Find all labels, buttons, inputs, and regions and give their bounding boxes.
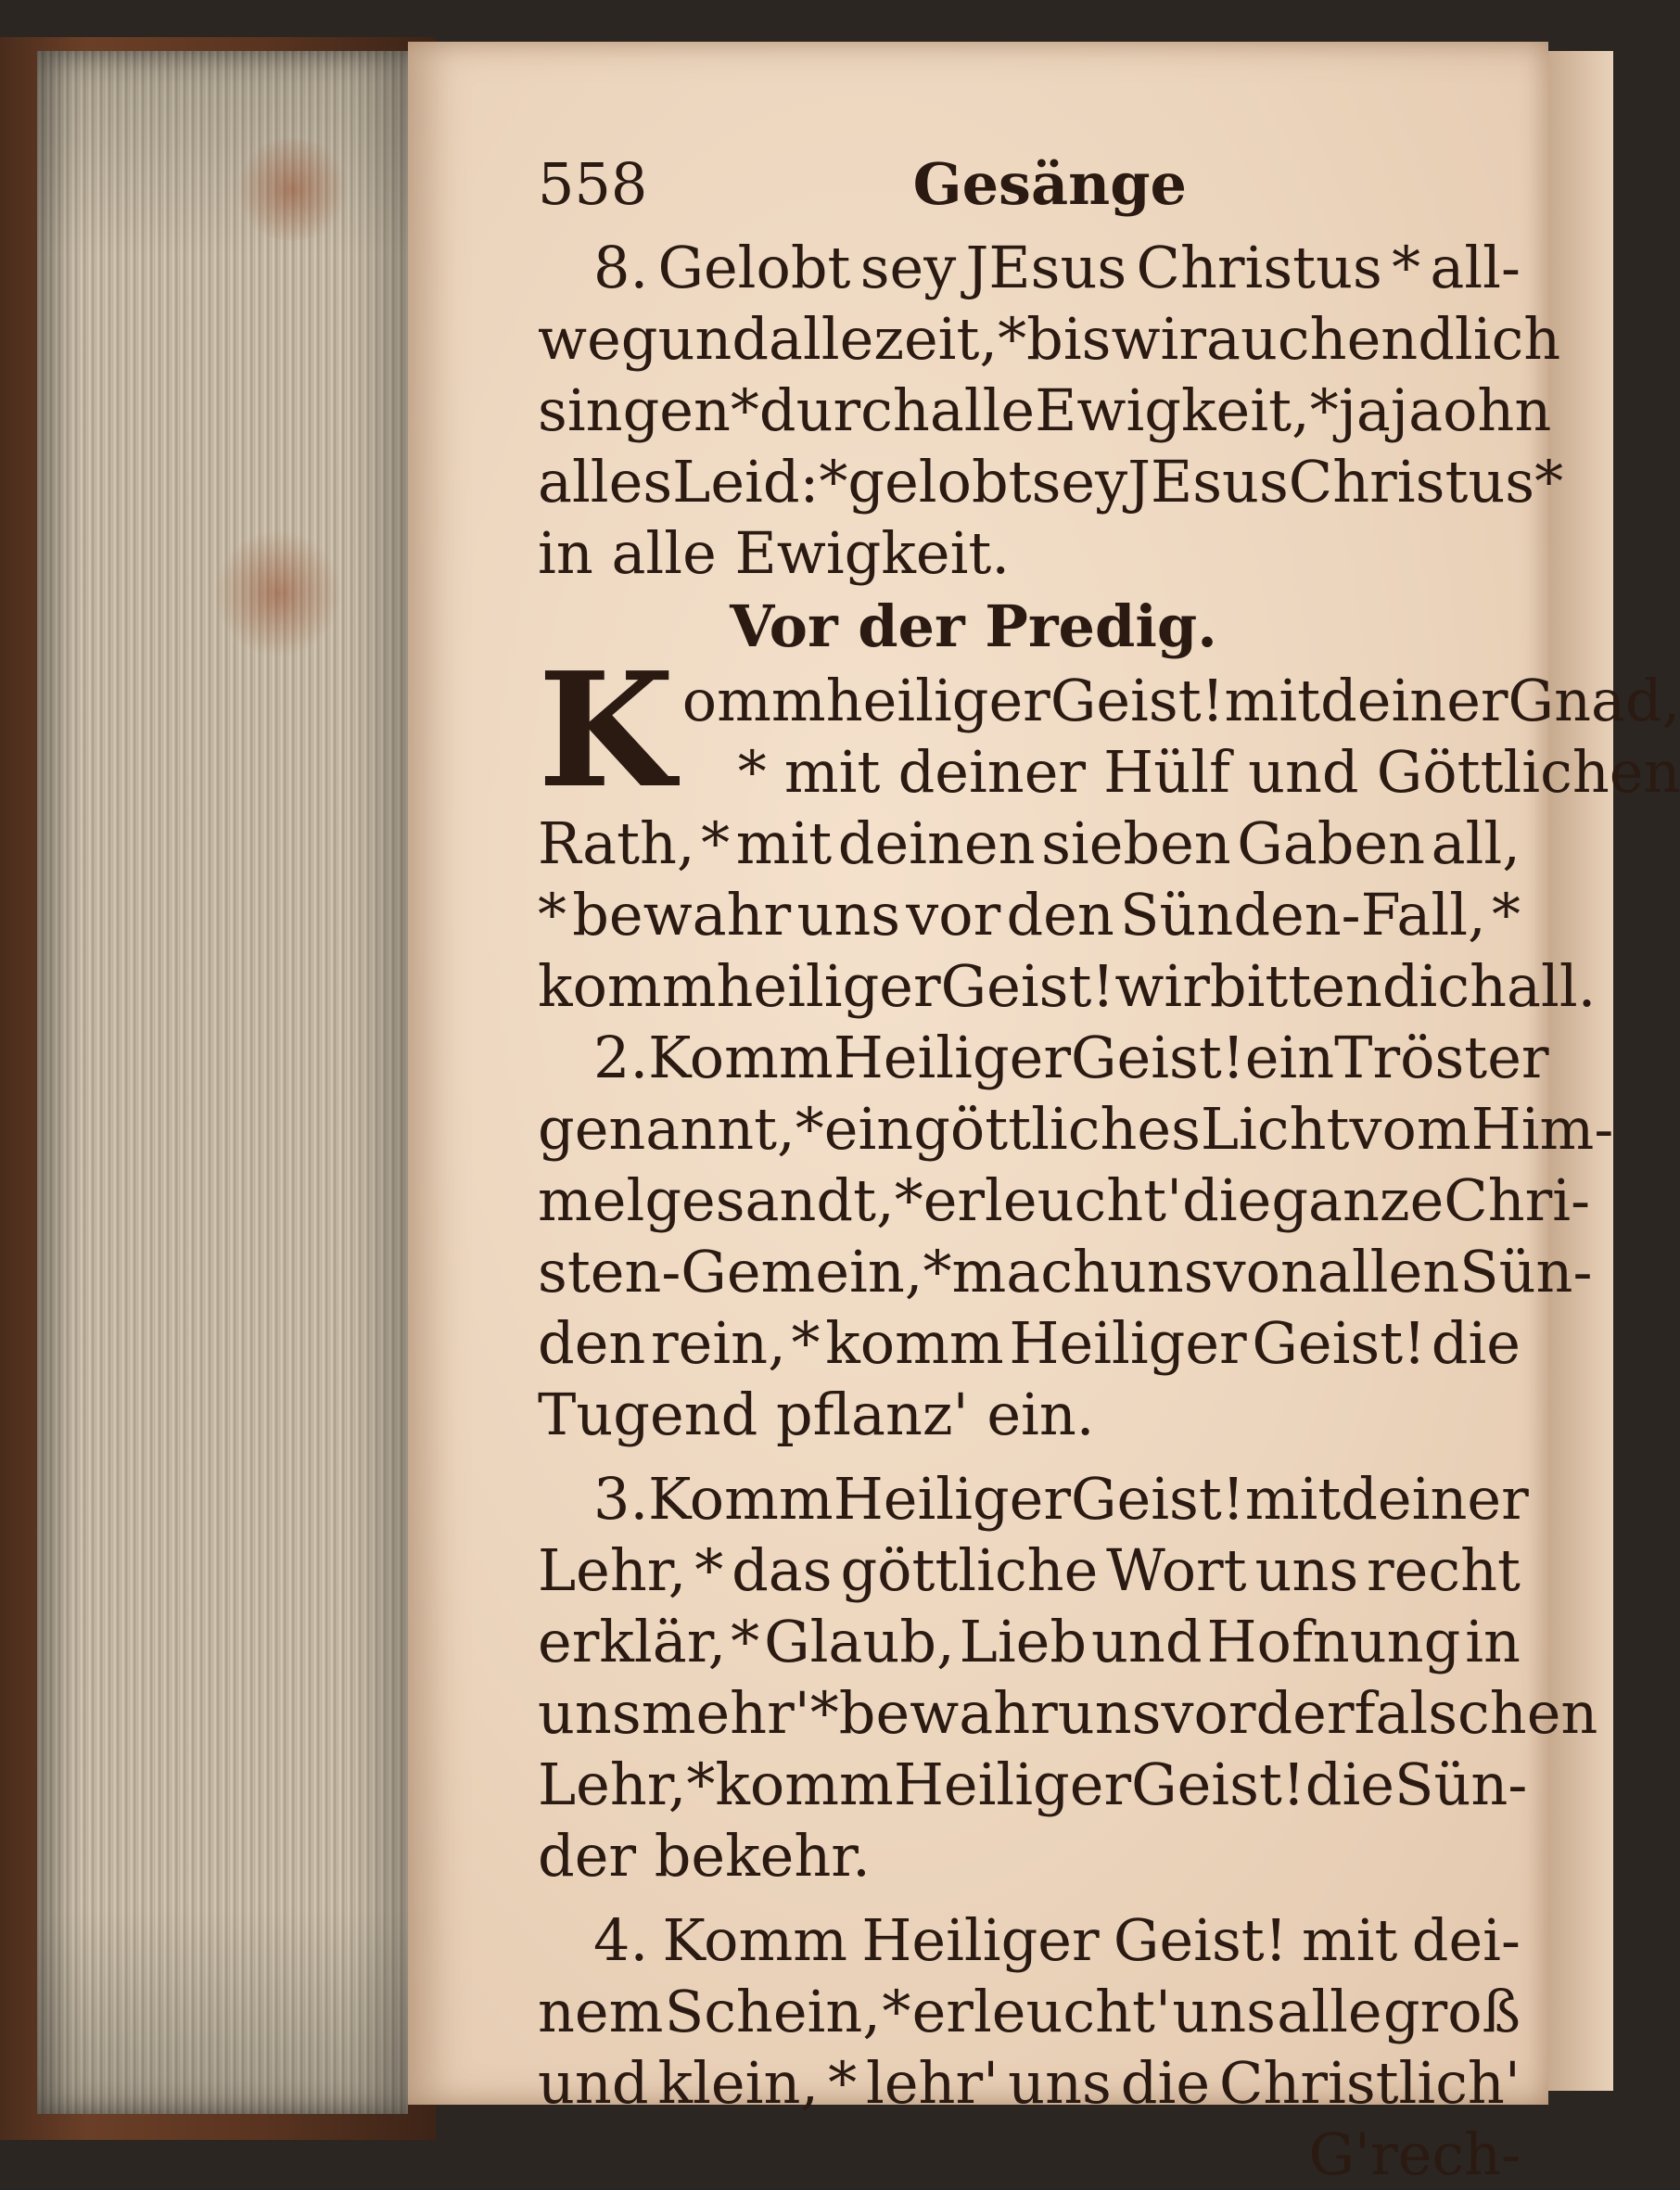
text-line — [538, 446, 1564, 517]
word: Sün‑ — [1394, 1751, 1528, 1818]
drop-capital: K — [538, 638, 675, 823]
catchword: G'rech‑ — [1308, 2120, 1521, 2188]
word: mehr' — [641, 1679, 810, 1747]
text-line — [538, 1904, 1521, 1976]
word: ein — [1244, 1024, 1335, 1091]
word: 8. — [593, 234, 649, 301]
word: die — [1182, 1166, 1272, 1234]
word: der — [1255, 1679, 1355, 1747]
word: singen — [538, 376, 731, 444]
word: uns — [1172, 1978, 1276, 2045]
word: Komm — [662, 1906, 848, 1974]
word: lehr' — [866, 2049, 999, 2117]
word: Tröster — [1334, 1024, 1549, 1091]
word: sten‑Gemein, — [538, 1238, 923, 1305]
word: uns — [1057, 1679, 1162, 1747]
word: all‑ — [1430, 234, 1521, 301]
text-line — [538, 232, 1521, 303]
word: omm — [681, 667, 826, 734]
word: erleucht' — [911, 1978, 1172, 2045]
word: Gaben — [1237, 809, 1426, 877]
dropcap-row — [538, 638, 1680, 823]
text-line — [538, 1749, 1528, 1820]
word: 4. — [593, 1906, 649, 1974]
word: nem — [538, 1978, 664, 2045]
word: bewahr — [838, 1679, 1058, 1747]
word: * — [923, 1238, 952, 1305]
word: Geist! — [940, 952, 1115, 1020]
dropcap-lines — [682, 665, 1680, 808]
word: sieben — [1041, 809, 1231, 877]
word: Geist! — [1070, 1465, 1245, 1533]
word: falschen — [1354, 1679, 1598, 1747]
word: * — [737, 738, 767, 806]
word: und — [1090, 1608, 1203, 1675]
word: die — [1120, 2049, 1211, 2117]
word: * — [1309, 376, 1339, 444]
word: bewahr — [572, 881, 792, 949]
text-line — [538, 1606, 1521, 1677]
word: mit — [735, 809, 833, 877]
word: den — [538, 1309, 646, 1377]
word: erklär, — [538, 1608, 727, 1675]
word: Gnad, — [1508, 667, 1680, 734]
word: Heiliger — [861, 1906, 1100, 1974]
text-line — [538, 1165, 1591, 1236]
word: * — [998, 305, 1027, 373]
word: wir — [1114, 952, 1210, 1020]
word: * — [809, 1679, 839, 1747]
word: * — [882, 1978, 911, 2045]
word: mit — [1244, 1465, 1342, 1533]
word: von — [1213, 1238, 1317, 1305]
word: ein — [823, 1095, 914, 1163]
word: allezeit, — [769, 305, 999, 373]
page-text — [538, 148, 1680, 2190]
text-line — [682, 736, 1680, 808]
word: mit — [1224, 667, 1321, 734]
word: weg — [538, 305, 658, 373]
word: Heiliger — [1009, 1309, 1247, 1377]
word: vom — [1349, 1095, 1471, 1163]
word: gesandt, — [644, 1166, 895, 1234]
word: ja — [1338, 376, 1391, 444]
text-line — [538, 1534, 1521, 1606]
page-header — [538, 148, 1521, 232]
verse-gap — [538, 1450, 1521, 1463]
word: wir — [1111, 305, 1207, 373]
word: dei‑ — [1411, 1906, 1521, 1974]
text-line: Tugend pflanz' ein. — [538, 1381, 1095, 1448]
word: bis — [1026, 305, 1112, 373]
word: und — [538, 2049, 649, 2117]
word: Geist! — [1050, 667, 1225, 734]
word: mit — [783, 738, 881, 806]
word: alle — [1277, 1978, 1382, 2045]
text-line — [538, 1463, 1529, 1534]
word: die — [1431, 1309, 1521, 1377]
word: Christlich' — [1218, 2049, 1521, 2117]
word: * — [894, 1166, 923, 1234]
word: Lehr, — [538, 1536, 687, 1604]
word: Lehr, — [538, 1751, 687, 1818]
word: 2. — [593, 1024, 649, 1091]
word: Göttlichen — [1376, 738, 1680, 806]
word: Christus — [1136, 234, 1382, 301]
word: genannt, — [538, 1095, 795, 1163]
text-line — [538, 1677, 1598, 1749]
word: endlich — [1346, 305, 1561, 373]
word: JEsus — [1127, 448, 1289, 516]
word: alle — [929, 376, 1036, 444]
word: Geist! — [1131, 1751, 1305, 1818]
page-number: 558 — [538, 150, 648, 218]
word: ganze — [1271, 1166, 1445, 1234]
hymn-verse-2 — [538, 1022, 1614, 1450]
word: vor — [1161, 1679, 1256, 1747]
page-edges — [37, 51, 408, 2114]
word: dich — [1381, 952, 1508, 1020]
word: deinen — [837, 809, 1036, 877]
word: 3. — [593, 1465, 649, 1533]
word: Leid: — [672, 448, 820, 516]
word: auch — [1206, 305, 1347, 373]
word: allen — [1317, 1238, 1460, 1305]
word: uns — [1254, 1536, 1359, 1604]
word: mit — [1301, 1906, 1398, 1974]
word: in — [1465, 1608, 1521, 1675]
text-line — [538, 1093, 1614, 1165]
word: * — [828, 2049, 858, 2117]
stain-mark — [213, 528, 343, 658]
word: Christus* — [1288, 448, 1564, 516]
stain-mark — [232, 139, 352, 241]
word: Hofnung — [1206, 1608, 1461, 1675]
word: ohn — [1443, 376, 1552, 444]
word: * — [1491, 881, 1521, 949]
text-line — [538, 2047, 1521, 2119]
word: Hülf — [1103, 738, 1230, 806]
word: Komm — [648, 1465, 834, 1533]
word: die — [1305, 1751, 1394, 1818]
text-line — [538, 879, 1521, 950]
word: recht — [1367, 1536, 1521, 1604]
word: vor — [906, 881, 1001, 949]
hymn-verse-1 — [538, 638, 1680, 1022]
word: göttliches — [913, 1095, 1201, 1163]
word: Gelobt — [657, 234, 851, 301]
word: JEsus — [965, 234, 1127, 301]
word: * — [819, 448, 848, 516]
word: Komm — [648, 1024, 834, 1091]
word: Heiliger — [833, 1465, 1071, 1533]
word: Glaub, — [764, 1608, 955, 1675]
word: komm — [538, 952, 717, 1020]
word: deiner — [1320, 667, 1508, 734]
word: heiliger — [716, 952, 941, 1020]
word: sey — [1031, 448, 1128, 516]
word: all, — [1431, 809, 1521, 877]
word: das — [732, 1536, 833, 1604]
hymn-verse-3 — [538, 1463, 1598, 1891]
word: Rath, — [538, 809, 695, 877]
word: klein, — [657, 2049, 820, 2117]
word: Heiliger — [893, 1751, 1132, 1818]
word: komm — [715, 1751, 894, 1818]
word: mel — [538, 1166, 645, 1234]
text-line — [682, 665, 1680, 736]
word: Heiliger — [833, 1024, 1071, 1091]
word: * — [694, 1536, 724, 1604]
word: Ewigkeit, — [1035, 376, 1310, 444]
word: Sün‑ — [1459, 1238, 1593, 1305]
word: * — [731, 1608, 760, 1675]
word: * — [791, 1309, 821, 1377]
word: mach — [951, 1238, 1110, 1305]
section-title: Vor der Predig. — [730, 592, 1217, 660]
word: Sünden‑Fall, — [1120, 881, 1486, 949]
word: rein, — [651, 1309, 786, 1377]
word: Geist! — [1252, 1309, 1427, 1377]
word: den — [1006, 881, 1114, 949]
verse-gap — [538, 1891, 1521, 1904]
word: uns — [1109, 1238, 1214, 1305]
word: komm — [825, 1309, 1004, 1377]
word: sey — [859, 234, 957, 301]
word: göttliche — [840, 1536, 1099, 1604]
word: Licht — [1200, 1095, 1350, 1163]
word: und — [657, 305, 770, 373]
word: Geist! — [1113, 1906, 1288, 1974]
text-line — [538, 1976, 1521, 2047]
word: Chri‑ — [1444, 1166, 1591, 1234]
word: all. — [1507, 952, 1597, 1020]
word: erleucht' — [923, 1166, 1183, 1234]
word: deiner — [1341, 1465, 1529, 1533]
text-line — [538, 375, 1552, 446]
word: Wort — [1106, 1536, 1247, 1604]
text-line — [538, 1236, 1593, 1307]
word: uns — [1008, 2049, 1112, 2117]
word: * — [1392, 234, 1421, 301]
word: durch — [758, 376, 930, 444]
word: Lieb — [959, 1608, 1088, 1675]
text-line — [538, 1022, 1549, 1093]
word: gelobt — [847, 448, 1032, 516]
word: * — [686, 1751, 716, 1818]
word: * — [795, 1095, 824, 1163]
word: uns — [538, 1679, 642, 1747]
word: deiner — [897, 738, 1087, 806]
word: * — [730, 376, 759, 444]
verse-8 — [538, 232, 1564, 589]
text-line — [538, 808, 1521, 879]
running-head: Gesänge — [912, 150, 1187, 218]
text-line — [538, 1307, 1521, 1379]
word: Geist! — [1070, 1024, 1245, 1091]
word: Schein, — [664, 1978, 882, 2045]
text-line: in alle Ewigkeit. — [538, 519, 1011, 587]
text-line — [538, 950, 1597, 1022]
word: uns — [796, 881, 901, 949]
text-line — [538, 303, 1561, 375]
text-line: der bekehr. — [538, 1822, 871, 1890]
word: groß — [1382, 1978, 1521, 2045]
word: Him‑ — [1470, 1095, 1614, 1163]
hymn-verse-4 — [538, 1904, 1521, 2190]
word: * — [538, 881, 566, 949]
word: alles — [538, 448, 673, 516]
word: heiliger — [825, 667, 1050, 734]
word: ja — [1390, 376, 1444, 444]
word: und — [1248, 738, 1359, 806]
word: * — [701, 809, 731, 877]
word: bitten — [1209, 952, 1382, 1020]
